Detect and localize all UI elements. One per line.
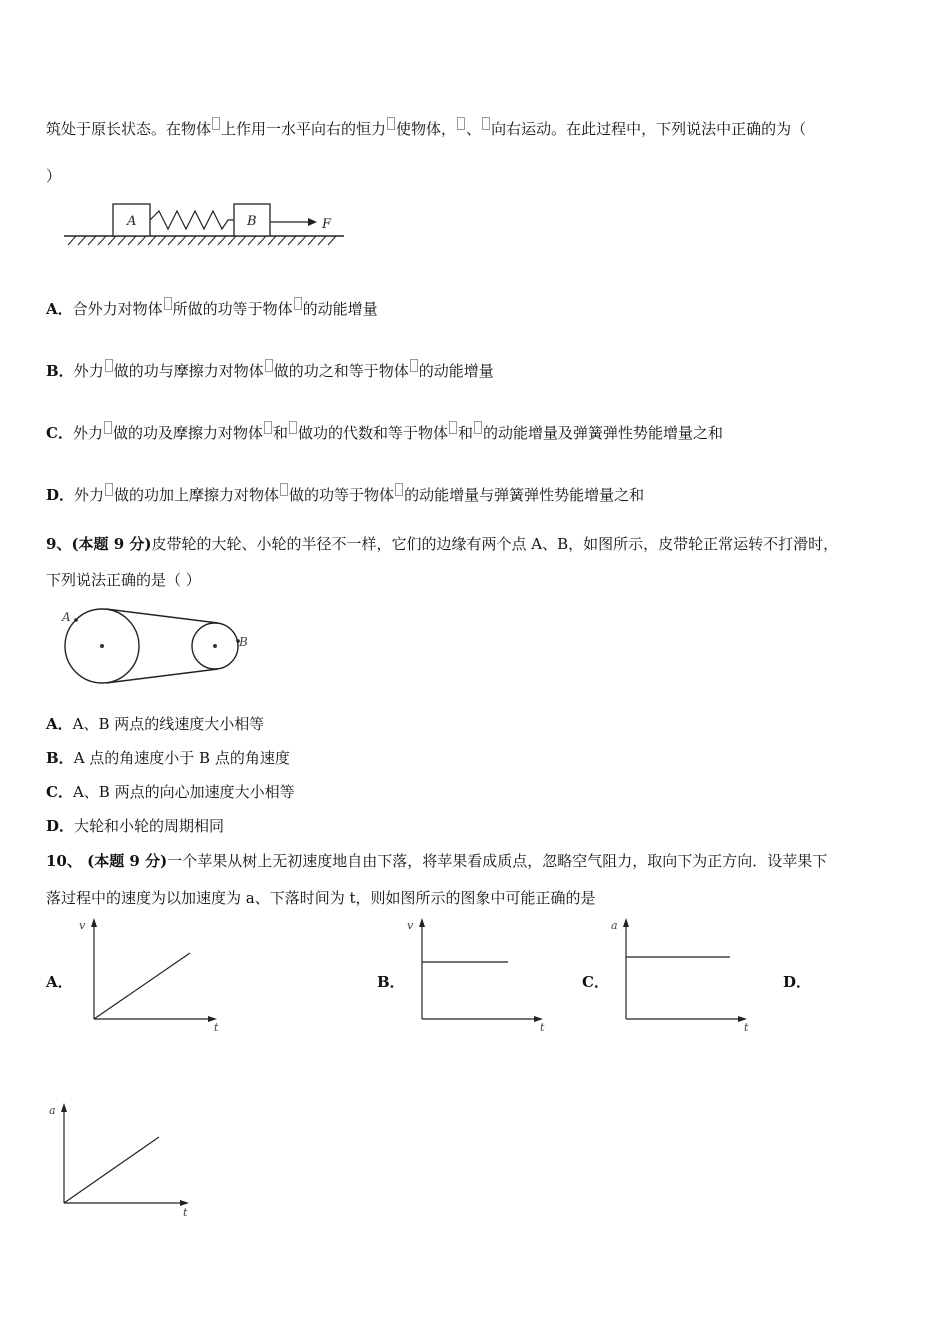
missing-glyph-box [265, 359, 273, 372]
q8-stem-line2: ） [46, 167, 62, 185]
y-axis-arrow [91, 918, 97, 927]
missing-glyph-box [449, 421, 457, 434]
q10-graph-d[interactable] [46, 1100, 206, 1220]
option-text: 的动能增量及弹簧弹性势能增量之和 [483, 424, 724, 442]
option-text: A、B 两点的向心加速度大小相等 [72, 783, 295, 801]
option-text: 做的功与摩擦力对物体 [113, 362, 264, 380]
option-prefix: D． [46, 817, 75, 835]
q10-graph-b[interactable] [404, 915, 554, 1033]
option-text: A 点的角速度小于 B 点的角速度 [73, 749, 290, 767]
q10-option-c-label[interactable]: C． [582, 973, 609, 991]
block-b-label: B [247, 214, 257, 229]
option-prefix: B． [46, 749, 74, 767]
missing-glyph-box [410, 359, 418, 372]
question-score: (本题 9 分) [71, 535, 152, 553]
spring [150, 211, 234, 229]
missing-glyph-box [395, 483, 403, 496]
missing-glyph-box [289, 421, 297, 434]
y-axis-label: v [407, 919, 414, 932]
missing-glyph-box [482, 117, 490, 130]
x-axis-label: t [183, 1206, 188, 1219]
option-prefix: C． [46, 424, 73, 442]
q9-stem-line2: 下列说法正确的是（ ） [46, 571, 201, 589]
option-text: 大轮和小轮的周期相同 [74, 817, 225, 835]
question-number: 10、 [46, 852, 82, 870]
q8-stem-part: 筑处于原长状态。在物体 [46, 120, 212, 138]
option-text: 做的功等于物体 [289, 486, 395, 504]
option-prefix: B． [46, 362, 74, 380]
q8-option-b[interactable] [46, 359, 494, 381]
option-text: 和 [458, 424, 474, 442]
point-b-label: B [239, 635, 248, 649]
option-text: 的动能增量 [302, 300, 378, 318]
q9-option-b[interactable] [46, 747, 290, 768]
q9-option-d[interactable] [46, 815, 224, 836]
missing-glyph-box [294, 297, 302, 310]
missing-glyph-box [104, 421, 112, 434]
option-prefix: D． [46, 486, 75, 504]
q10-graph-a[interactable] [76, 915, 226, 1033]
missing-glyph-box [212, 117, 220, 130]
option-text: 的动能增量与弹簧弹性势能增量之和 [404, 486, 645, 504]
option-text: 做的功之和等于物体 [273, 362, 409, 380]
missing-glyph-box [280, 483, 288, 496]
graph-curve [64, 1137, 159, 1203]
option-text: A、B 两点的线速度大小相等 [72, 715, 265, 733]
q10-option-a-label[interactable]: A． [46, 973, 73, 991]
x-axis-label: t [214, 1021, 219, 1034]
small-pulley-center [213, 644, 217, 648]
q10-stem-line2: 落过程中的速度为以加速度为 a、下落时间为 t，则如图所示的图象中可能正确的是 [46, 889, 596, 907]
option-text: 合外力对物体 [72, 300, 163, 318]
option-text: 外力 [73, 362, 104, 380]
y-axis-arrow [623, 918, 629, 927]
q8-stem-part: 向右运动。在此过程中，下列说法中正确的为（ [491, 120, 807, 138]
ground-hatching [68, 236, 336, 245]
option-text: 做的功及摩擦力对物体 [112, 424, 263, 442]
graph-curve [94, 953, 190, 1019]
option-text: 的动能增量 [418, 362, 494, 380]
y-axis-label: a [49, 1104, 56, 1117]
option-text: 外力 [72, 424, 103, 442]
y-axis-arrow [61, 1103, 67, 1112]
missing-glyph-box [387, 117, 395, 130]
option-text: 做功的代数和等于物体 [298, 424, 449, 442]
force-label: F [322, 217, 332, 232]
q8-option-d[interactable] [46, 483, 644, 505]
question-text: 皮带轮的大轮、小轮的半径不一样，它们的边缘有两个点 A、B，如图所示，皮带轮正常运转不打滑时， [151, 535, 839, 553]
option-prefix: A． [46, 300, 73, 318]
option-text: 和 [272, 424, 288, 442]
missing-glyph-box [105, 359, 113, 372]
q9-option-a[interactable] [46, 713, 264, 734]
q9-figure [58, 605, 258, 690]
x-axis-label: t [744, 1021, 749, 1034]
block-a-label: A [127, 214, 137, 229]
q8-stem-part: 上作用一水平向右的恒力 [221, 120, 387, 138]
q9-stem-line1 [46, 533, 838, 554]
q10-stem-line1 [46, 850, 827, 871]
q8-figure [64, 200, 354, 250]
q10-option-b-label[interactable]: B． [377, 973, 405, 991]
y-axis-label: v [79, 919, 86, 932]
missing-glyph-box [105, 483, 113, 496]
option-text: 外力 [74, 486, 105, 504]
option-prefix: C． [46, 783, 73, 801]
question-number: 9、 [46, 535, 72, 553]
y-axis-arrow [419, 918, 425, 927]
question-text: 一个苹果从树上无初速度地自由下落，将苹果看成质点，忽略空气阻力，取向下为正方向．设苹果下 [167, 852, 828, 870]
y-axis-label: a [611, 919, 618, 932]
q8-option-a[interactable] [46, 297, 378, 319]
option-text: 做的功加上摩擦力对物体 [114, 486, 280, 504]
q8-stem-part: 使物体， [396, 120, 457, 138]
x-axis-label: t [540, 1021, 545, 1034]
force-arrow-head [308, 218, 317, 226]
q8-stem-line1 [46, 117, 806, 139]
option-text: 所做的功等于物体 [172, 300, 293, 318]
missing-glyph-box [164, 297, 172, 310]
option-prefix: A． [46, 715, 73, 733]
q8-stem-part: 、 [466, 120, 482, 138]
q8-option-c[interactable] [46, 421, 723, 443]
large-pulley-center [100, 644, 104, 648]
q10-graph-c[interactable] [608, 915, 758, 1033]
missing-glyph-box [474, 421, 482, 434]
point-a-marker [74, 618, 78, 622]
point-a-label: A [62, 610, 71, 624]
q9-option-c[interactable] [46, 781, 295, 802]
missing-glyph-box [457, 117, 465, 130]
q10-option-d-label[interactable]: D． [783, 973, 812, 991]
missing-glyph-box [264, 421, 272, 434]
question-score: (本题 9 分) [81, 852, 168, 870]
